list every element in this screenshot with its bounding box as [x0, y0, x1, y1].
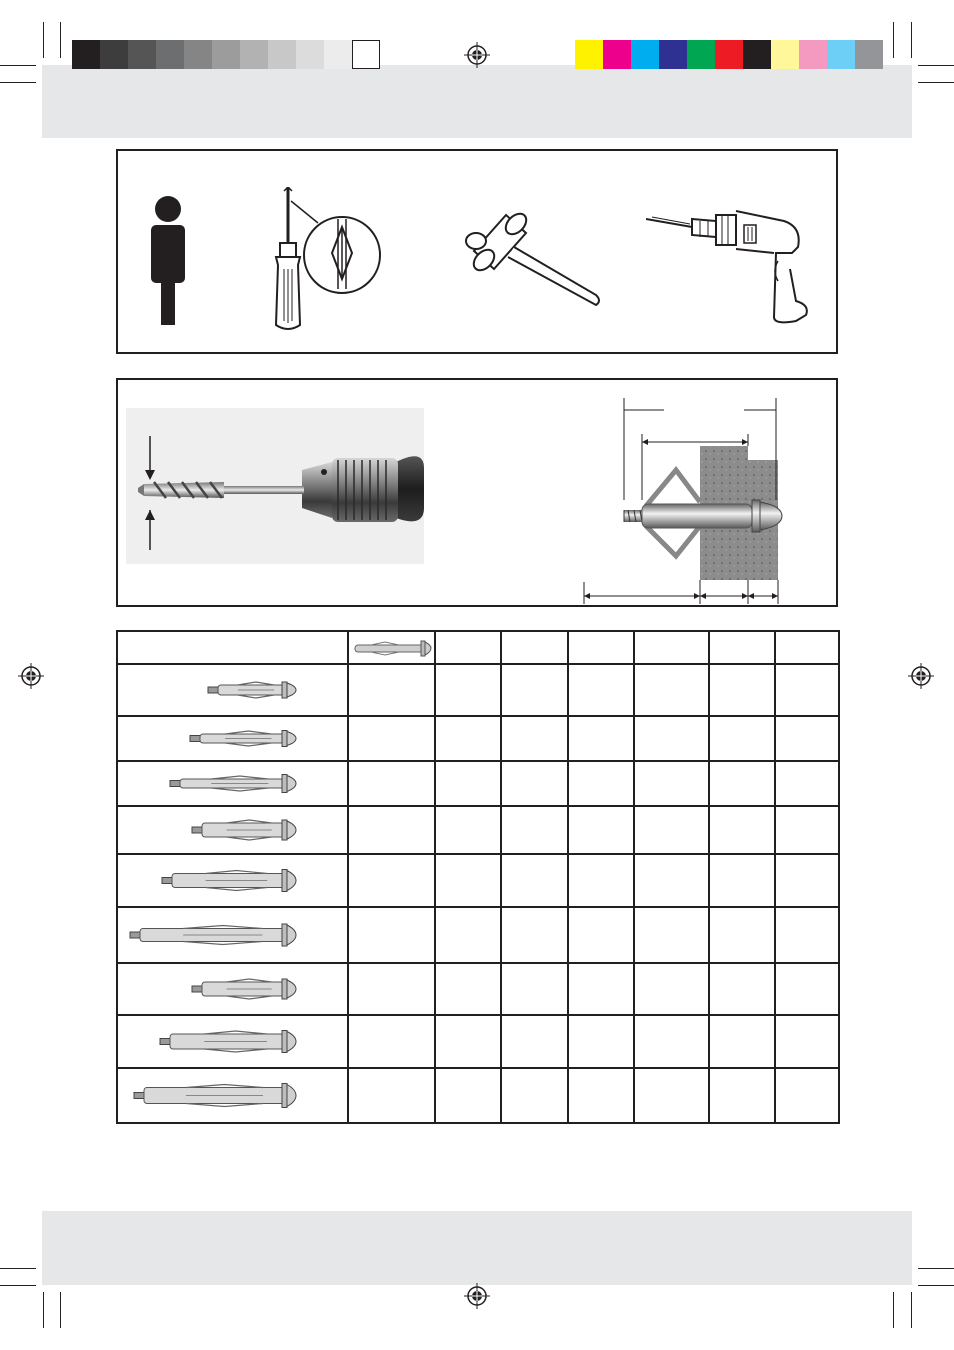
- anchor-image-cell: [117, 716, 348, 761]
- gray-swatch: [72, 40, 100, 69]
- color-swatch: [603, 40, 631, 69]
- table-cell: [709, 716, 775, 761]
- table-cell: [568, 854, 634, 907]
- gray-swatch: [352, 40, 380, 69]
- anchor-icon: [118, 718, 345, 759]
- crop-mark-tr-v2: [911, 22, 912, 58]
- table-cell: [435, 761, 501, 806]
- table-row: [117, 907, 839, 963]
- table-cell: [709, 761, 775, 806]
- crop-mark-br-v2: [911, 1292, 912, 1328]
- table-cell: [435, 907, 501, 963]
- crop-mark-bl-v2: [60, 1292, 61, 1328]
- gray-swatch: [156, 40, 184, 69]
- table-cell: [435, 806, 501, 854]
- table-cell: [435, 1015, 501, 1068]
- crop-mark-tl-v2: [60, 22, 61, 58]
- table-cell: [775, 963, 839, 1015]
- registration-mark-icon: [464, 42, 490, 68]
- anchor-image-cell: [117, 664, 348, 716]
- anchor-image-cell: [117, 854, 348, 907]
- crop-mark-br-v: [893, 1292, 894, 1328]
- anchor-icon: [118, 666, 345, 714]
- table-cell: [709, 664, 775, 716]
- table-row: [117, 963, 839, 1015]
- measurement-panel: [116, 378, 838, 607]
- table-cell: [501, 1015, 568, 1068]
- table-cell: [348, 1015, 435, 1068]
- table-cell: [501, 1068, 568, 1123]
- color-swatch: [743, 40, 771, 69]
- header-cell: [568, 631, 634, 664]
- footer-band: [42, 1211, 912, 1285]
- crop-mark-br-h2: [918, 1285, 954, 1286]
- anchor-image-cell: [117, 761, 348, 806]
- table-cell: [709, 1015, 775, 1068]
- table-cell: [634, 1015, 709, 1068]
- table-cell: [568, 907, 634, 963]
- table-cell: [709, 806, 775, 854]
- table-cell: [568, 761, 634, 806]
- screwdriver-icon: [258, 187, 388, 333]
- crop-mark-br-h: [918, 1268, 954, 1269]
- table-cell: [348, 806, 435, 854]
- header-cell: [117, 631, 348, 664]
- anchor-icon: [118, 856, 345, 905]
- table-row: [117, 854, 839, 907]
- table-cell: [501, 854, 568, 907]
- table-cell: [568, 716, 634, 761]
- header-cell: [501, 631, 568, 664]
- table-cell: [501, 761, 568, 806]
- table-cell: [634, 1068, 709, 1123]
- gray-swatch: [184, 40, 212, 69]
- gray-swatch: [296, 40, 324, 69]
- table-cell: [435, 664, 501, 716]
- anchor-wall-diagram: [576, 392, 786, 604]
- crop-mark-tl-h2: [0, 82, 36, 83]
- table-cell: [501, 716, 568, 761]
- table-cell: [634, 664, 709, 716]
- drill-diameter-arrows: [140, 436, 160, 550]
- table-cell: [568, 664, 634, 716]
- registration-mark-icon: [908, 663, 934, 689]
- color-swatch: [799, 40, 827, 69]
- crop-mark-bl-v: [43, 1292, 44, 1328]
- table-cell: [435, 854, 501, 907]
- table-cell: [709, 963, 775, 1015]
- drill-bit-photo: [126, 408, 424, 564]
- table-cell: [348, 716, 435, 761]
- crop-mark-tl-v: [43, 22, 44, 58]
- table-cell: [775, 907, 839, 963]
- table-cell: [775, 854, 839, 907]
- anchor-icon: [118, 1017, 345, 1066]
- table-cell: [348, 761, 435, 806]
- color-swatch: [771, 40, 799, 69]
- table-cell: [568, 963, 634, 1015]
- table-header-row: [117, 631, 839, 664]
- table-cell: [775, 716, 839, 761]
- anchor-image-cell: [117, 907, 348, 963]
- table-cell: [435, 963, 501, 1015]
- table-cell: [634, 907, 709, 963]
- anchor-icon: [349, 633, 434, 663]
- table-cell: [775, 806, 839, 854]
- header-anchor-cell: [348, 631, 435, 664]
- gray-swatch: [128, 40, 156, 69]
- table-row: [117, 1068, 839, 1123]
- table-cell: [501, 907, 568, 963]
- anchor-image-cell: [117, 1015, 348, 1068]
- table-cell: [348, 963, 435, 1015]
- hammer-icon: [456, 207, 606, 311]
- anchor-image-cell: [117, 1068, 348, 1123]
- header-cell: [435, 631, 501, 664]
- anchor-icon: [118, 909, 345, 961]
- power-drill-icon: [646, 207, 812, 327]
- color-swatch: [855, 40, 883, 69]
- header-band: [42, 65, 912, 138]
- anchor-icon: [118, 763, 345, 804]
- header-cell: [775, 631, 839, 664]
- color-swatch: [575, 40, 603, 69]
- table-cell: [348, 907, 435, 963]
- table-cell: [435, 1068, 501, 1123]
- gray-swatch: [240, 40, 268, 69]
- table-cell: [501, 806, 568, 854]
- crop-mark-tl-h: [0, 65, 36, 66]
- table-cell: [634, 854, 709, 907]
- anchor-icon: [118, 808, 345, 852]
- crop-mark-bl-h: [0, 1268, 36, 1269]
- color-swatch: [659, 40, 687, 69]
- gray-swatch: [268, 40, 296, 69]
- table-cell: [709, 854, 775, 907]
- crop-mark-bl-h2: [0, 1285, 36, 1286]
- anchor-icon: [118, 1070, 345, 1121]
- table-cell: [634, 716, 709, 761]
- table-cell: [348, 1068, 435, 1123]
- table-row: [117, 761, 839, 806]
- anchor-size-table: [116, 630, 840, 1124]
- registration-mark-icon: [18, 663, 44, 689]
- table-row: [117, 1015, 839, 1068]
- person-icon: [148, 195, 188, 327]
- table-cell: [775, 761, 839, 806]
- header-cell: [634, 631, 709, 664]
- crop-mark-tr-v: [893, 22, 894, 58]
- table-cell: [634, 806, 709, 854]
- table-cell: [568, 1015, 634, 1068]
- tools-panel: [116, 149, 838, 354]
- table-cell: [634, 761, 709, 806]
- table-cell: [709, 1068, 775, 1123]
- table-cell: [709, 907, 775, 963]
- table-row: [117, 664, 839, 716]
- table-row: [117, 806, 839, 854]
- table-cell: [775, 664, 839, 716]
- table-cell: [348, 854, 435, 907]
- table-cell: [775, 1015, 839, 1068]
- color-swatch: [631, 40, 659, 69]
- table-cell: [435, 716, 501, 761]
- table-cell: [634, 963, 709, 1015]
- gray-swatch: [100, 40, 128, 69]
- crop-mark-tr-h2: [918, 82, 954, 83]
- header-cell: [709, 631, 775, 664]
- color-swatch: [715, 40, 743, 69]
- table-cell: [568, 1068, 634, 1123]
- gray-swatch: [324, 40, 352, 69]
- anchor-icon: [118, 965, 345, 1013]
- table-cell: [348, 664, 435, 716]
- anchor-image-cell: [117, 963, 348, 1015]
- table-cell: [568, 806, 634, 854]
- gray-swatch: [212, 40, 240, 69]
- anchor-image-cell: [117, 806, 348, 854]
- crop-mark-tr-h: [918, 65, 954, 66]
- registration-mark-icon: [464, 1283, 490, 1309]
- color-swatch: [687, 40, 715, 69]
- table-cell: [775, 1068, 839, 1123]
- color-swatch: [827, 40, 855, 69]
- table-cell: [501, 664, 568, 716]
- table-row: [117, 716, 839, 761]
- table-cell: [501, 963, 568, 1015]
